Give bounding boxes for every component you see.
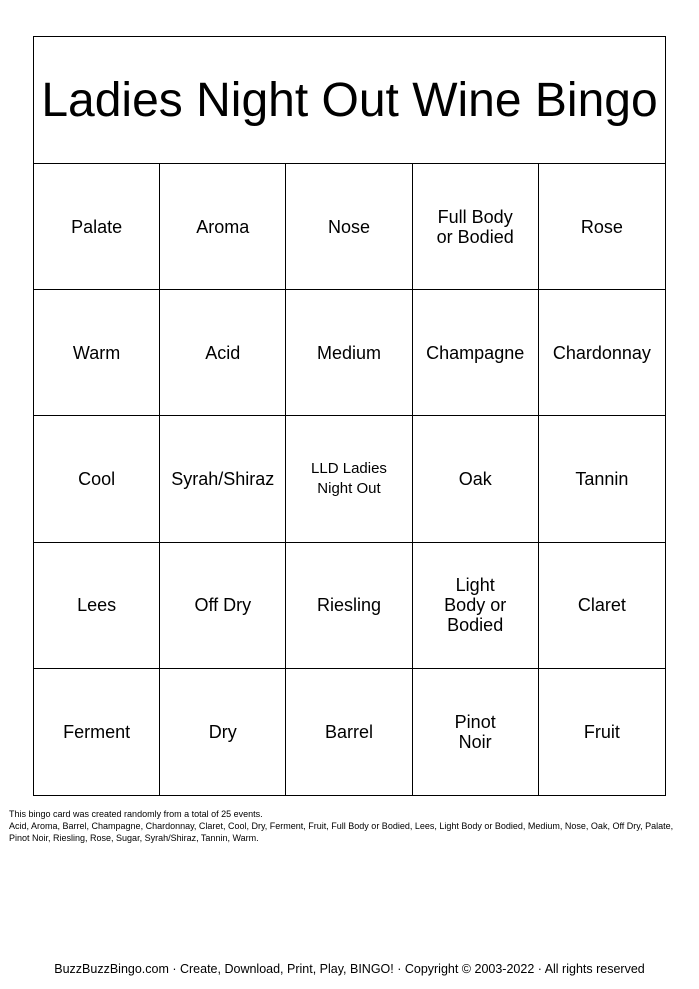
- bingo-cell: Barrel: [286, 669, 412, 795]
- bingo-cell: Rose: [539, 164, 665, 290]
- bingo-cell: Full Body or Bodied: [413, 164, 539, 290]
- bingo-cell: Aroma: [160, 164, 286, 290]
- bingo-cell: Medium: [286, 290, 412, 416]
- bingo-cell: Claret: [539, 543, 665, 669]
- bingo-cell: Fruit: [583, 721, 620, 742]
- bingo-cell: Oak: [413, 416, 539, 542]
- bingo-cell: Off Dry: [160, 543, 286, 669]
- site-footer: BuzzBuzzBingo.com · Create, Download, Print, Play, BINGO! · Copyright © 2003-2022 · All rights reserved: [54, 962, 645, 976]
- bingo-grid: [34, 164, 665, 795]
- bingo-cell: Pinot Noir: [413, 669, 539, 795]
- bingo-cell: Warm: [34, 290, 160, 416]
- bingo-cell: Dry: [160, 669, 286, 795]
- bingo-cell: Palate: [34, 164, 160, 290]
- bingo-cell: Tannin: [539, 416, 665, 542]
- bingo-cell: Cool: [34, 416, 160, 542]
- note-event-list: Acid, Aroma, Barrel, Champagne, Chardonnay, Claret, Cool, Dry, Ferment, Fruit, Full Body or Bodied, Lees, Light Body or Bodied, Medium, Nose, Oak, Off Dry, Palate, Pinot Noir, Riesling, Rose, Sugar, Syrah/Shiraz, Tannin, Warm.: [9, 821, 674, 843]
- card-note: [9, 808, 693, 844]
- bingo-cell: Light Body or Bodied: [413, 543, 539, 669]
- free-space-cell: LLD Ladies Night Out: [286, 416, 412, 542]
- bingo-cell: Nose: [286, 164, 412, 290]
- card-title: Ladies Night Out Wine Bingo: [34, 37, 665, 164]
- bingo-cell: Acid: [160, 290, 286, 416]
- bingo-cell: Syrah/Shiraz: [160, 416, 286, 542]
- bingo-cell: Chardonnay: [539, 290, 665, 416]
- bingo-card: [33, 36, 666, 796]
- bingo-cell: Ferment: [34, 669, 160, 795]
- bingo-cell: Riesling: [286, 543, 412, 669]
- bingo-cell: Lees: [34, 543, 160, 669]
- bingo-cell: Champagne: [413, 290, 539, 416]
- note-summary: This bingo card was created randomly from a total of 25 events.: [9, 809, 263, 819]
